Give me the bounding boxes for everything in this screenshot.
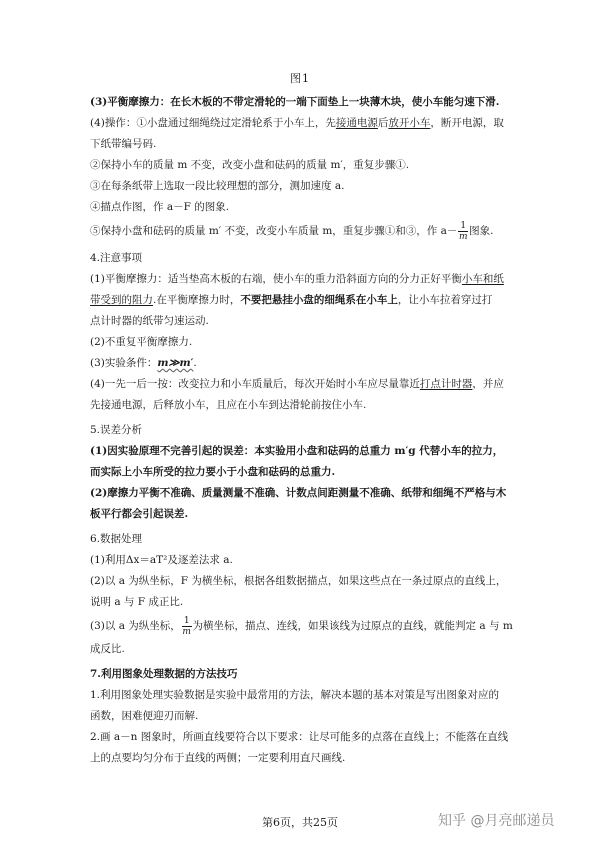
op5-text-a: ⑤保持小盘和砝码的质量 m′ 不变，改变小车质量 m，重复步骤①和③，作 a－ [90,225,458,237]
tip2-line1: 2.画 a－n 图象时，所画直线要符合以下要求：让尽可能多的点落在直线上；不能落在直线 [90,731,509,743]
note1-bold: 不要把悬挂小盘的细绳系在小车上 [240,294,398,306]
step4-line [90,113,520,134]
fraction-denominator: m [459,231,468,242]
tip1-line2: 函数，困难便迎刃而解. [90,710,199,722]
op5-text-b: 图象. [469,225,494,237]
data3-text-a: (3)以 a 为纵坐标， [90,620,181,632]
step4-text-a: (4)操作：①小盘通过细绳绕过定滑轮系于小车上，先 [90,117,336,129]
note3-text-b: . [193,357,197,369]
fraction-numerator: 1 [460,220,467,231]
tip1-line1: 1.利用图象处理实验数据是实验中最常用的方法，解决本题的基本对策是写出图象对应的 [90,689,500,701]
op5-line [90,218,520,244]
figure-caption: 图1 [290,72,310,85]
data1-line: (1)利用Δx＝aT²及逐差法求 a. [90,554,233,566]
err2-line1: (2)摩擦力平衡不准确、质量测量不准确、计数点间距测量不准确、纸带和细绳不严格与木 [90,487,507,499]
err2-line2: 板平行都会引起误差. [90,508,189,520]
zhihu-watermark: 知乎 @月亮邮递员 [438,813,555,829]
step4-text-c: ，断开电源，取 [430,117,504,129]
note4-underline: 打点计时器 [419,378,473,390]
section7-title: 7.利用图象处理数据的方法技巧 [90,668,238,680]
op3-line: ③在每条纸带上选取一段比较理想的部分，测加速度 a. [90,180,345,192]
op4-line: ④描点作图，作 a－F 的图象. [90,201,230,213]
fraction-one-over-m [458,221,468,242]
note1-line2 [90,290,520,311]
note3-line [90,353,520,374]
note1-line1 [90,269,520,290]
fraction-one-over-m-2 [182,616,192,637]
note4-line1 [90,374,520,395]
step3-line: (3)平衡摩擦力：在长木板的不带定滑轮的一端下面垫上一块薄木块，使小车能匀速下滑. [90,96,500,108]
note4-line2: 先接通电源，后释放小车，且应在小车到达滑轮前按住小车. [90,399,367,411]
note1-underline-b: 带受到的阻力 [90,294,153,306]
data3-line2: 成反比. [90,643,125,655]
note3-condition: m≫m′ [157,357,194,369]
data2-line1: (2)以 a 为纵坐标，F 为横坐标，根据各组数据描点，如果这些点在一条过原点的直线上， [90,575,507,587]
note1-line3: 点计时器的纸带匀速运动. [90,315,209,327]
tip2-line2: 上的点要均匀分布于直线的两侧；一定要利用直尺画线. [90,752,346,764]
err1-line1: (1)因实验原理不完善引起的误差：本实验用小盘和砝码的总重力 m′g 代替小车的拉力， [90,445,504,457]
note4-text-a: (4)一先一后一按：改变拉力和小车质量后，每次开始时小车应尽量靠近 [90,378,420,390]
data3-text-b: 为横坐标，描点、连线，如果该线为过原点的直线，就能判定 a 与 m [192,620,513,632]
main-content [90,92,520,769]
note1-underline-a: 小车和纸 [461,273,504,285]
note1-text-b: .在平衡摩擦力时， [153,294,241,306]
note2-line: (2)不重复平衡摩擦力. [90,336,193,348]
note3-text-a: (3)实验条件： [90,357,158,369]
data3-line1 [90,613,520,639]
step4-line2: 下纸带编号码. [90,138,157,150]
fraction-numerator: 1 [183,615,190,626]
step4-underline-power: 接通电源 [335,117,378,129]
err1-line2: 而实际上小车所受的拉力要小于小盘和砝码的总重力. [90,466,336,478]
note1-text-c: ，让小车拉着穿过打 [397,294,493,306]
note1-text-a: (1)平衡摩擦力：适当垫高木板的右端，使小车的重力沿斜面方向的分力正好平衡 [90,273,462,285]
page-footer: 第6页，共25页 [262,816,338,829]
step4-underline-release: 放开小车 [388,117,431,129]
section6-title: 6.数据处理 [90,533,143,545]
note4-text-b: ，并应 [472,378,504,390]
fraction-denominator: m [182,626,191,637]
step4-text-b: 后 [377,117,389,129]
data2-line2: 说明 a 与 F 成正比. [90,596,184,608]
section5-title: 5.误差分析 [90,424,143,436]
op2-line: ②保持小车的质量 m 不变，改变小盘和砝码的质量 m′，重复步骤①. [90,159,410,171]
section4-title: 4.注意事项 [90,252,143,264]
